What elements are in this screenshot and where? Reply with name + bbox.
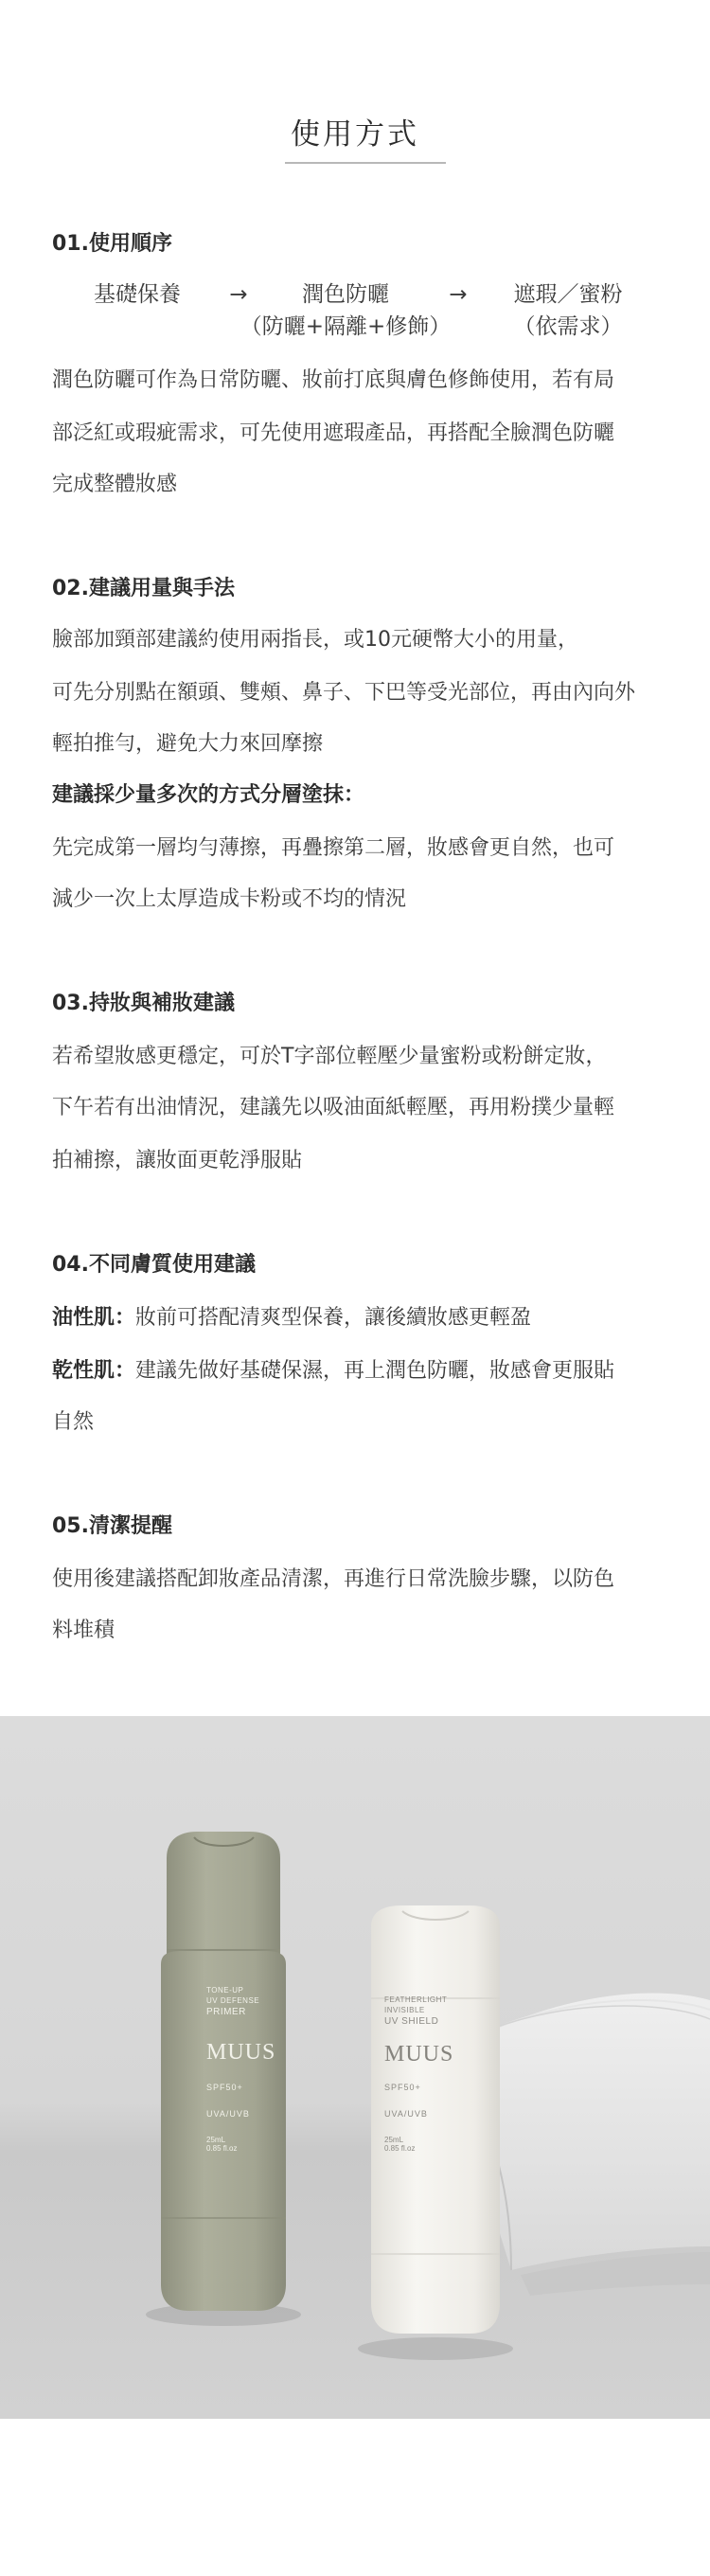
oily-skin-tip (52, 1301, 531, 1331)
uv-shield-spf: SPF50+ (384, 2083, 421, 2092)
title-underline (285, 162, 446, 164)
page-title: 使用方式 (291, 117, 419, 152)
section-04-title: 04.不同膚質使用建議 (52, 1253, 256, 1277)
section-03-title: 03.持妝與補妝建議 (52, 992, 235, 1015)
section-03-text-line: 下午若有出油情況，建議先以吸油面紙輕壓，再用粉撲少量輕 (52, 1096, 615, 1119)
section-01-text-line: 潤色防曬可作為日常防曬、妝前打底與膚色修飾使用，若有局 (52, 368, 615, 392)
uv-shield-brand-logo: MUUS (384, 2042, 454, 2066)
section-02-text-line: 減少一次上太厚造成卡粉或不均的情況 (52, 887, 407, 911)
section-01-text-line: 部泛紅或瑕疵需求，可先使用遮瑕產品，再搭配全臉潤色防曬 (52, 421, 615, 445)
uv-shield-volume-oz: 0.85 fl.oz (384, 2144, 416, 2153)
section-02-text-line: 臉部加頸部建議約使用兩指長，或10元硬幣大小的用量， (52, 628, 578, 652)
uv-shield-uv: UVA/UVB (384, 2109, 428, 2119)
flow-step-tinted-sunscreen: 潤色防曬 （防曬+隔離+修飾） (237, 278, 454, 343)
uv-shield-label-line: FEATHERLIGHT (384, 1995, 448, 2004)
dry-skin-tip (52, 1354, 614, 1384)
dry-skin-text: 建議先做好基礎保濕，再上潤色防曬，妝感會更服貼 (135, 1359, 615, 1383)
flow-arrow-icon: → (229, 282, 248, 307)
section-03-text-line: 拍補擦，讓妝面更乾淨服貼 (52, 1149, 303, 1172)
section-02-bold-line: 建議採少量多次的方式分層塗抹： (52, 783, 365, 807)
primer-brand-logo: MUUS (206, 2040, 276, 2065)
primer-uv: UVA/UVB (206, 2109, 250, 2119)
primer-label-line: PRIMER (206, 2007, 246, 2017)
primer-volume: 25mL (206, 2136, 226, 2144)
dry-skin-text-cont: 自然 (52, 1410, 95, 1434)
section-02-text-line: 可先分別點在額頭、雙頰、鼻子、下巴等受光部位，再由內向外 (52, 681, 636, 705)
uv-shield-volume: 25mL (384, 2136, 404, 2144)
section-05-text-line: 使用後建議搭配卸妝產品清潔，再進行日常洗臉步驟，以防色 (52, 1567, 615, 1591)
section-02-text-line: 先完成第一層均勻薄擦，再疊擦第二層，妝感會更自然，也可 (52, 836, 615, 860)
flow-arrow-icon: → (449, 282, 468, 307)
section-01-title: 01.使用順序 (52, 232, 172, 256)
usage-order-flow (0, 278, 710, 354)
primer-bottle-label (206, 1985, 286, 2153)
primer-label-line: TONE-UP (206, 1986, 244, 1995)
section-03-text-line: 若希望妝感更穩定，可於T字部位輕壓少量蜜粉或粉餅定妝， (52, 1045, 607, 1068)
product-photo (0, 1716, 710, 2419)
flow-step-tinted-sunscreen-sub: （防曬+隔離+修飾） (240, 314, 452, 339)
oily-skin-label: 油性肌： (52, 1306, 136, 1330)
flow-step-concealer-powder-sub: （依需求） (513, 314, 623, 339)
flow-step-concealer-powder: 遮瑕／蜜粉 （依需求） (483, 278, 653, 343)
section-02-title: 02.建議用量與手法 (52, 577, 235, 600)
primer-volume-oz: 0.85 fl.oz (206, 2144, 238, 2153)
oily-skin-text: 妝前可搭配清爽型保養，讓後續妝感更輕盈 (135, 1306, 532, 1330)
section-05-title: 05.清潔提醒 (52, 1514, 172, 1538)
primer-spf: SPF50+ (206, 2083, 243, 2092)
flow-step-basic-care: 基礎保養 (94, 282, 181, 307)
uv-shield-label-line: UV SHIELD (384, 2016, 439, 2027)
uv-shield-bottle-label (384, 1995, 488, 2153)
section-05-text-line: 料堆積 (52, 1619, 115, 1642)
uv-shield-label-line: INVISIBLE (384, 2006, 425, 2014)
section-02-text-line: 輕拍推勻，避免大力來回摩擦 (52, 732, 324, 756)
dry-skin-label: 乾性肌： (52, 1359, 136, 1383)
section-01-text-line: 完成整體妝感 (52, 473, 178, 496)
primer-label-line: UV DEFENSE (206, 1996, 260, 2005)
product-photo-illustration (0, 1716, 710, 2419)
